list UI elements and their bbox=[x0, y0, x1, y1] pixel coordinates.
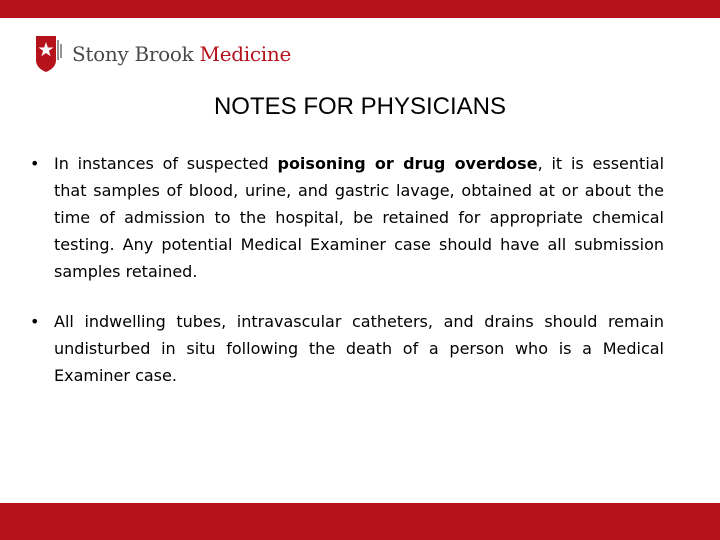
page-title: NOTES FOR PHYSICIANS bbox=[213, 93, 507, 120]
bullet-text bbox=[54, 308, 664, 389]
logo-wordmark bbox=[72, 42, 291, 66]
bottom-red-bar bbox=[0, 503, 720, 540]
bullet-text-bold: poisoning or drug overdose bbox=[277, 154, 538, 173]
bullet-icon: • bbox=[30, 154, 40, 173]
stony-brook-medicine-logo bbox=[34, 34, 291, 74]
logo-accent-text: Medicine bbox=[199, 42, 291, 66]
bullet-text bbox=[54, 150, 664, 285]
bullet-text-before: In instances of suspected bbox=[54, 154, 278, 173]
list-item bbox=[24, 150, 664, 285]
star-shield-logo-icon bbox=[34, 34, 64, 74]
logo-brand-text: Stony Brook bbox=[72, 42, 200, 66]
list-item bbox=[24, 308, 664, 389]
bullet-icon: • bbox=[30, 312, 40, 331]
notes-list bbox=[24, 150, 664, 412]
bullet-text-after: , it is essential that samples of blood, urine, and gastric lavage, obtained at or about the time of admission to the hospital, be retained for appropriate chemical testing. Any potential Medical Examiner case should have all submission samples retained. bbox=[54, 154, 665, 281]
bullet-text-before: All indwelling tubes, intravascular catheters, and drains should remain undisturbed in situ following the death of a person who is a Medical Examiner case. bbox=[54, 312, 664, 385]
top-red-bar bbox=[0, 0, 720, 18]
